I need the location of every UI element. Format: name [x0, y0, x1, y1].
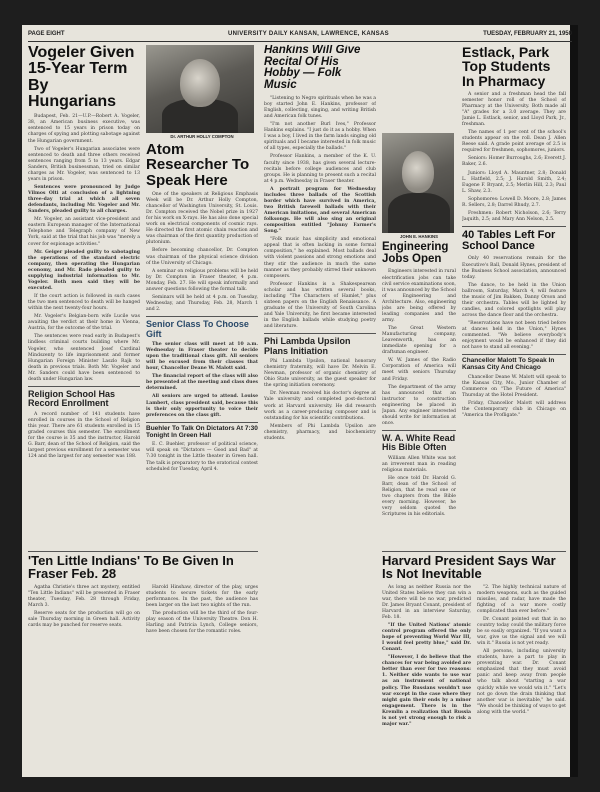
tables-paragraph: The dance, to be held in the Union ballroom, Saturday, March 4, will feature the music of Jim Bakken, Danny Orson and their orchestra. Tables will be lighted by candles, and colored spotlights will play across the dance floor and the orchestra.: [462, 282, 566, 319]
estlack-body: [462, 92, 566, 223]
hankins-caption: JOHN E. HANKINS: [400, 234, 438, 239]
hankins-paragraph: Professor Hankins, a member of the K. U. faculty since 1938, has given several lecture-recitals before college audiences and club groups. He is planning to present such a recital at 4 p.m. Wednesday in Fraser theater.: [264, 154, 376, 184]
vogeler-paragraph: Mr. Vogeler's Belgian-born wife Lucile was awaiting the verdict at their home in Vienna, Austria, for the outcome of the trial.: [28, 314, 140, 332]
estlack-paragraph: Juniors: Lloyd A. Mauntner, 2.8; Donald L. Hatfield, 2.5; J. Harold Smith, 2.4; Eugene F. Bryant, 2.5; Merlin Hill, 2.3; Paul L. Shaw, 2.3.: [462, 170, 566, 194]
tables-paragraph: "Reservations have not been tried before at dances held in the Union," Hynes commented. "We believe everybody's enjoyment would be enhanced if they did not have to stand all evening.": [462, 321, 566, 351]
divider: [28, 386, 140, 387]
harvard-paragraph: Dr. Conant pointed out that in no country today could the military force be so easily organized. "If you want a war, give us the signal and we will win it." Russia is not yet ready.: [477, 616, 566, 647]
issue-date: TUESDAY, FEBRUARY 21, 1950: [483, 31, 572, 37]
hankins-paragraph: "Folk music has simplicity and emotional appeal that is often lacking in some formal composition," he explained. Most ballads deal with violent passions and strong emotions and they stir the audience in much the same manner as they probably stirred their unknown composers.: [264, 237, 376, 279]
harvard-paragraph: "If the United Nations' atomic control program offered the only hope of preventing World War III, I would feel pretty blue," said Dr. Conant.: [382, 622, 471, 653]
engineering-paragraph: The Great Western Manufacturing company, Leavenworth, has an immediate opening for a draftsman engineer.: [382, 326, 456, 356]
compton-body: [146, 192, 258, 313]
ltlc-paragraph: The production will be the third of the four-play season of the University Theatre. Don H. Harling and Patricia Lynch, College seniors, have been chosen for the romantic roles.: [146, 610, 258, 634]
vogeler-paragraph: Mr. Vogeler, an assistant vice-president and eastern European manager of the International Telephone and Telegraph company of New York, said at the trial that his job was "merely a cover for espionage activities.": [28, 217, 140, 247]
harvard-paragraph: "However, I do believe that the chances for war being avoided are better than ever for two reasons: 1. Neither side wants to use war as an instrument of national policy. The Russians wouldn't use war except in the case where they might gain their ends by a minor engagement. There is in the Kremlin a realization that Russia is not yet strong enough to risk a major war.": [382, 655, 471, 727]
estlack-paragraph: Freshmen: Robert Nicholson, 2.6; Terry Jaquith, 2.5; and Mary Ann Nelson, 2.5.: [462, 210, 566, 222]
hankins-headline: Hankins Will Give Recital Of His Hobby — Folk Music: [264, 45, 361, 92]
harvard-headline: Harvard President Says War Is Not Inevitable: [382, 553, 556, 582]
phi-body: [264, 359, 376, 442]
column-left: [28, 45, 140, 547]
harvard-body: [382, 585, 566, 728]
hankins-paragraph: Professor Hankins is a Shakespearean scholar and has written several books, including "The Characters of Hamlet," plus sixteen papers on the English Renaissance. A graduate of the University of South Carolina and Yale University, he first became interested in the English ballads while studying poetry and literature.: [264, 281, 376, 330]
hankins-body: [264, 96, 376, 330]
engineering-paragraph: Engineers interested in rural electrification jobs can take civil service examinations soon, it was announced by the School of Engineering and Architecture. Also, engineering jobs are being offered by leading companies and the army.: [382, 269, 456, 323]
senior-class-body: [146, 342, 258, 419]
column-right: [462, 45, 566, 547]
vogeler-paragraph: Budapest, Feb. 21—U.P.—Robert A. Vogeler, 38, an American business executive, was sentenced to 15 years in prison today on charges of spying and plotting sabotage against the Hungarian government.: [28, 114, 140, 144]
ltlc-paragraph: Harold Hinshaw, director of the play, urges students to secure tickets for the early performances. In the past, the audience has been larger on the last two nights of the run.: [146, 584, 258, 608]
engineering-paragraph: W. W. James of the Radio Corporation of America will meet with seniors Thursday and Friday.: [382, 358, 456, 382]
harvard-paragraph: As long as neither Russia nor the United States believe they can win a war, there will be no war, predicted Dr. James Bryant Conant, president of Harvard in an interview Saturday, Feb. 18.: [382, 584, 471, 620]
masthead: UNIVERSITY DAILY KANSAN, LAWRENCE, KANSAS: [228, 31, 389, 37]
barr-body: [382, 456, 456, 519]
barr-paragraph: He once told Dr. Harold G. Barr, dean of the School of Religion, that he read one or two chapters from the Bible every morning. However, he very seldom quoted the Scriptures in his editorials.: [382, 476, 456, 518]
column-fourth: [382, 133, 456, 547]
hankins-paragraph: A portrait program for Wednesday includes three ballads of the Scottish border which have survived in America, two British farewell ballads with their American imitations, and several American folksongs. He will also sing an original composition entitled "Johnny Farmer's Song.": [264, 186, 376, 235]
divider: [462, 354, 566, 355]
hankins-portrait: [382, 133, 454, 233]
senior-class-paragraph: The financial report of the class will also be presented at the meeting and class dues determined.: [146, 374, 258, 392]
vogeler-paragraph: The sentences were read early in Budapest's lindless criminal courts building where Mr. Vogeler, who sentenced Josef Cardinal Mindszenty to life imprisonment and former Hungarian Foreign Minister Laszlo Rajk to death in previous trials. Both Mr. Vogeler and Mr. Sanders could have been sentenced to death under Hungarian law.: [28, 334, 140, 382]
hankins-paragraph: "I'm not another Burl Ives," Professor Hankins explains. "I just do it as a hobby. When I was a boy, I lived in the farm lands singing old spirituals and I became interested in folk music of all types, especially the ballads.": [264, 122, 376, 152]
vogeler-paragraph: If the court action is followed in such cases the two men sentenced to death will be hanged within the next twenty-four hours.: [28, 294, 140, 312]
column-third: [264, 45, 376, 547]
phi-headline: Phi Lambda Upsilon Plans Initiation: [264, 336, 351, 356]
harvard-paragraph: All persons, including university students, have a part to play in preventing war. Dr. Conant emphasized that they must avoid panic and keep away from people who talk about "starting a war quickly while we would win it." "Let's not go down the drain thinking that another war is inevitable," he said. "We should be thinking of ways to get along with the world.": [477, 649, 566, 715]
ltlc-paragraph: Agatha Christie's three act mystery, entitled "Ten Little Indians" will be presented in Fraser theater, Tuesday, Feb. 28 through Friday, March 3.: [28, 584, 140, 608]
engineering-headline: Engineering Jobs Open: [382, 241, 449, 265]
phi-paragraph: Members of Phi Lambda Upsilon are chemistry, pharmacy, and biochemistry students.: [264, 423, 376, 441]
compton-paragraph: Seminars will be held at 4 p.m. on Tuesday, Wednesday, and Thursday, Feb. 28, March 1 and 2.: [146, 294, 258, 313]
estlack-headline: Estlack, Park Top Students In Pharmacy: [462, 45, 551, 89]
vogeler-paragraph: Two of Vogeler's Hungarian associates were sentenced to death and three others received sentences ranging from 5 to 13 years. Edgar Sanders, British businessman, tried on similar charges as Mr. Vogeler, was sentenced to 13 years in prison.: [28, 146, 140, 182]
divider: [146, 422, 258, 423]
compton-caption: Dr. ARTHUR HOLLY COMPTON: [170, 134, 234, 139]
portrait-suit: [388, 193, 450, 233]
phi-paragraph: Phi Lambda Upsilon, national honorary chemistry fraternity, will have Dr. Melvin E. Newman, professor of organic chemistry of Ohio State university, as the guest speaker for the spring initiation ceremony.: [264, 359, 376, 389]
chancellor-paragraph: Friday, Chancellor Malott will address the Contemporary club in Chicago on "America the Profligate.": [462, 401, 566, 419]
portrait-head: [180, 59, 220, 107]
page-number: PAGE EIGHT: [28, 31, 65, 37]
estlack-paragraph: The names of 1 per cent of the school's students appear on the roll. Dean J. Allen Reese said. A grade point average of 2.5 is required for freshmen, sophomores, juniors.: [462, 130, 566, 154]
senior-class-paragraph: The senior class will meet at 10 a.m. Wednesday in Fraser theater to decide upon the traditional class gift. All seniors will be excused from their classes that hour, Chancellor Deane W. Malott said.: [146, 341, 258, 372]
chancellor-body: [462, 375, 566, 419]
religion-body: [28, 412, 140, 461]
tables-paragraph: Only 40 reservations remain for the Executive's Ball, Donald Hynes, president of the Business School association, announced today.: [462, 256, 566, 280]
divider: [462, 226, 566, 227]
compton-paragraph: One of the speakers at Religious Emphasis Week will be Dr. Arthur Holly Compton, chancellor of Washington University, St. Louis. Dr. Compton received the Nobel prize in 1927 for his work on X-rays. He has also done special work on electrical components of cosmic rays. He directed the first atomic chain reaction and was chairman of the first quantity production of plutonium.: [146, 191, 258, 246]
ltlc-headline: 'Ten Little Indians' To Be Given In Fraser Feb. 28: [28, 553, 234, 582]
ltlc-paragraph: Reserve seats for the production will go on sale Thursday morning in Green hall. Activity cards may be punched for reserve seats.: [28, 610, 140, 628]
compton-portrait: [146, 45, 254, 133]
buehler-headline: Buehler To Talk On Dictators At 7:30 Tonight In Green Hall: [146, 424, 258, 439]
tables-headline: 40 Tables Left For School Dance: [462, 229, 556, 253]
senior-class-headline: Senior Class To Choose Gift: [146, 319, 249, 339]
compton-paragraph: A seminar on religious problems will be held by Dr. Compton in Fraser theater, 4 p.m. Monday, Feb. 27. He will speak informally and answer questions following the formal talk.: [146, 268, 258, 292]
page-header: [28, 27, 572, 42]
compton-headline: Atom Researcher To Speak Here: [146, 141, 250, 189]
compton-paragraph: Before becoming chancellor, Dr. Compton was chairman of the physical science division of the University of Chicago.: [146, 248, 258, 266]
engineering-paragraph: The department of the army has announced that an instructor to construction engineering be placed in Japan. Any engineer interested should write for information at once.: [382, 384, 456, 426]
divider: [264, 333, 376, 334]
senior-class-paragraph: All seniors are urged to attend. Louise Lambert, class president said, because this is their only opportunity to voice their preferences on the class gift.: [146, 394, 258, 418]
religion-paragraph: A record number of 141 students have enrolled in courses in the School of Religion this year. There are 61 students enrolled in 15 graded courses this semester. The enrollment for the course is 35 and the instructor, Harold G. Barr, dean of the School of Religion, said the largest previous enrollment for a semester was 124 and the largest for any semester was 188.: [28, 411, 140, 460]
column-second: [146, 45, 258, 547]
divider: [146, 316, 258, 317]
chancellor-headline: Chancellor Malott To Speak In Kansas City And Chicago: [462, 357, 555, 372]
estlack-paragraph: Seniors: Homer Burroughs, 2.6; Everett J. Baker, 2.6.: [462, 156, 566, 168]
tables-body: [462, 256, 566, 351]
ten-little-indians-story: [28, 551, 258, 776]
buehler-paragraph: E. C. Buehler, professor of political science, will speak on "Dictators — Good and Bad" at 7:30 tonight in the Little theater in Green hall. The talk is preparatory to the oratorical contest scheduled for Tuesday, April 4.: [146, 442, 258, 472]
vogeler-headline: Vogeler Given 15-Year Term By Hungarians: [28, 45, 135, 110]
barr-headline: W. A. White Read His Bible Often: [382, 433, 456, 453]
harvard-story: [382, 551, 566, 776]
newspaper-page: [22, 25, 578, 777]
buehler-body: [146, 442, 258, 472]
chancellor-paragraph: Chancellor Deane W. Malott will speak to the Kansas City, Mo., Junior Chamber of Commerce on "The Future of America" Thursday at the Hotel President.: [462, 375, 566, 399]
vogeler-body: [28, 114, 140, 383]
page-edge-shadow: [570, 25, 578, 777]
ltlc-body: [28, 585, 258, 636]
vogeler-paragraph: Mr. Geiger pleaded guilty to sabotaging the operations of the standard electric company, then operating the Hungarian economy, and Mr. Rado pleaded guilty to supplying industrial information to Mr. Vogeler. Both men said they will be executed.: [28, 249, 140, 291]
harvard-paragraph: "2. The highly technical nature of modern weapons, such as the guided missiles, and radar, have made the fighting of a war more costly complicated than ever before.": [477, 584, 566, 614]
estlack-paragraph: Sophomores: Lowell D. Moore, 2.8; James R. Sellers, 2.8; Darrel Rhudy, 2.7.: [462, 196, 566, 208]
hankins-paragraph: "Listening to Negro spirituals when he was a boy started John E. Hankins, professor of English, collecting, singing, and writing British and American folk tunes.: [264, 95, 376, 120]
divider: [382, 430, 456, 431]
religion-headline: Religion School Has Record Enrollment: [28, 388, 116, 409]
estlack-paragraph: A senior and a freshman head the fall semester honor roll of the School of Pharmacy at the University. Both made all "A" grades for a 3.0 average. They are Jamie L. Estlack, senior, and Lloyd Park, Jr., freshman.: [462, 91, 566, 128]
vogeler-paragraph: Sentences were pronounced by Judge Vilmos Olti at conclusion of a lightning three-day trial at which all seven defendants, including Mr. Vogeler and Mr. Sanders, pleaded guilty to all charges.: [28, 184, 140, 215]
portrait-head: [402, 151, 434, 193]
engineering-body: [382, 269, 456, 427]
barr-paragraph: William Allen White was not an irreverent man in reading religious materials.: [382, 455, 456, 473]
phi-paragraph: Dr. Newman received his doctor's degree at Yale university and completed post-doctoral work at Harvard university. He did research work as a career-producing composer and is outstanding for his scientific contributions.: [264, 391, 376, 421]
